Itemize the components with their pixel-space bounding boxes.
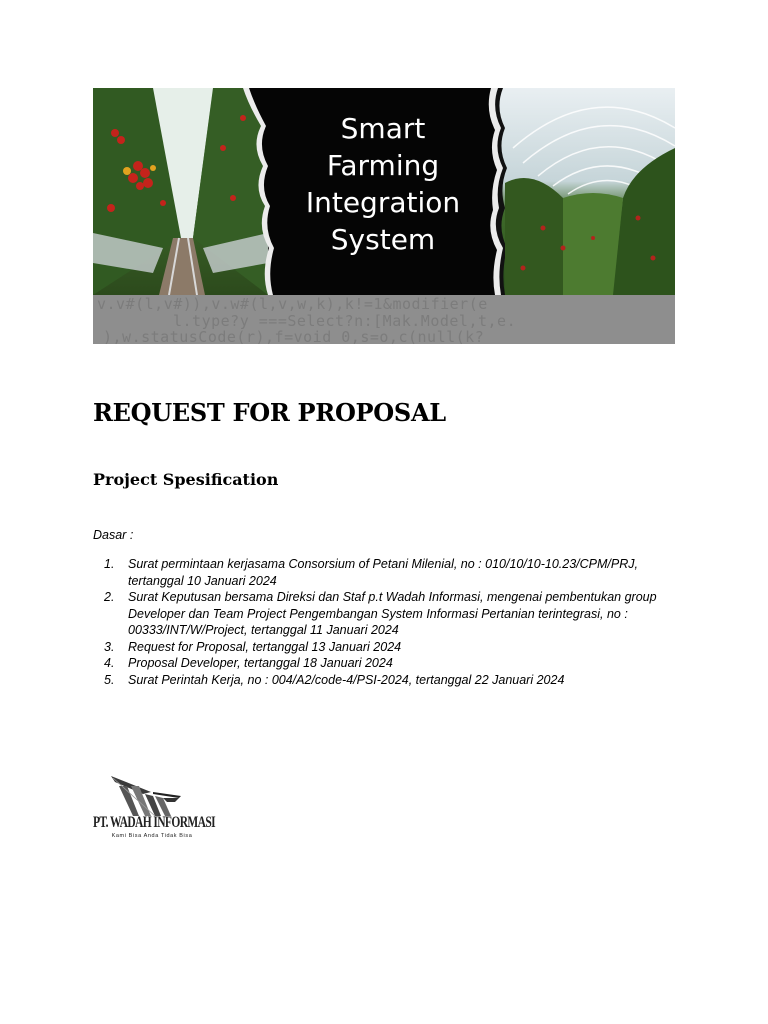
banner-title-line: System (330, 223, 436, 256)
code-texture-line: v.v#(l,v#)),v.w#(l,v,w,k),k!=1&modifier(e (97, 295, 488, 313)
reference-text: 00333/INT/W/Project, tertanggal 11 Januari 2024 (128, 623, 399, 637)
reference-text: Surat Keputusan bersama Direksi dan Staf p.t Wadah Informasi, mengenai pembentukan group (128, 590, 657, 604)
reference-item (93, 589, 693, 639)
company-tagline: Kami Bisa Anda Tidak Bisa (111, 833, 193, 839)
document-title: REQUEST FOR PROPOSAL (93, 398, 446, 427)
reference-number: 3. (104, 639, 115, 654)
reference-text: Surat Perintah Kerja, no : 004/A2/code-4/PSI-2024, tertanggal 22 Januari 2024 (128, 672, 565, 687)
reference-list (93, 556, 693, 688)
header-banner (93, 88, 675, 344)
reference-text: Proposal Developer, tertanggal 18 Januari 2024 (128, 656, 393, 670)
code-texture-line: ),w.statusCode(r),f=void 0,s=o,c(null(k? (103, 328, 485, 344)
reference-text: Developer dan Team Project Pengembangan System Informasi Pertanian terintegrasi, no : (128, 606, 628, 621)
section-heading: Project Spesification (93, 470, 279, 489)
banner-title-line: Integration (305, 186, 461, 219)
dasar-label: Dasar : (93, 528, 134, 542)
wadah-logo-mark-icon (93, 774, 211, 818)
code-texture-band (93, 295, 675, 344)
company-name: PT. WADAH INFORMASI (93, 815, 216, 832)
reference-item (93, 556, 693, 589)
reference-item (93, 639, 693, 656)
reference-text: Surat permintaan kerjasama Consorsium of Petani Milenial, no : 010/10/10-10.23/CPM/PRJ, (128, 557, 638, 571)
banner-title-line: Farming (326, 149, 440, 182)
reference-number: 1. (104, 557, 115, 571)
reference-text: tertanggal 10 Januari 2024 (128, 573, 277, 588)
code-texture-line: l.type?y ===Select?n:[Mak.Model,t,e. (173, 312, 517, 330)
reference-item (93, 655, 693, 672)
company-logo (93, 774, 216, 840)
reference-item (93, 672, 693, 689)
banner-title (283, 110, 483, 258)
reference-number: 4. (104, 656, 115, 670)
reference-number: 5. (104, 672, 115, 687)
reference-text: Request for Proposal, tertanggal 13 Januari 2024 (128, 639, 402, 654)
banner-title-line: Smart (340, 112, 426, 145)
reference-number: 2. (104, 590, 115, 604)
